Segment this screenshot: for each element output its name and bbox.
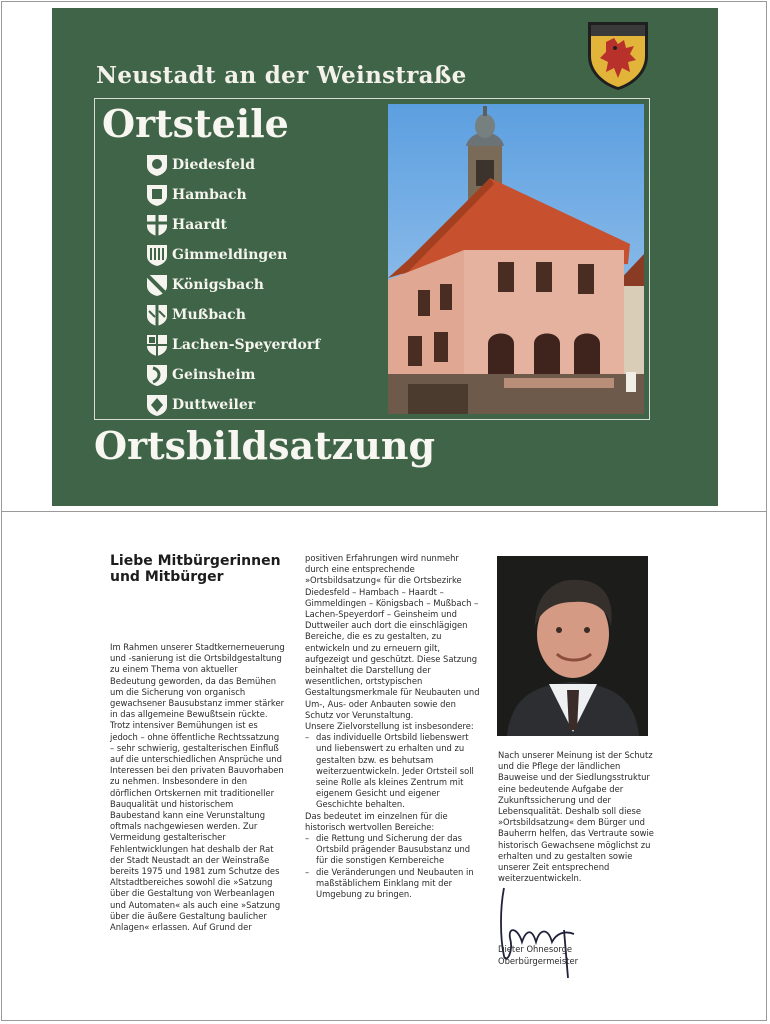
bullet-dash: – bbox=[305, 866, 310, 877]
letter-heading: Liebe Mitbürgerinnen und Mitbürger bbox=[110, 553, 281, 585]
district-item bbox=[145, 270, 320, 300]
bullet-text: das individuelle Ortsbild liebenswert und liebenswert zu erhalten und zu gestalten bzw. es behutsam weiterzuentwickeln. Jeder Ortsteil soll seine Rolle als kleines Zentrum mit eigenem Gesicht und eigener Geschichte behalten. bbox=[316, 732, 474, 810]
goal-bullet bbox=[305, 732, 483, 810]
diedesfeld-crest-icon bbox=[145, 153, 169, 177]
district-name: Lachen-Speyerdorf bbox=[172, 337, 321, 353]
mayor-portrait bbox=[497, 556, 648, 736]
bullet-text: die Veränderungen und Neubauten in maßstäblichem Einklang mit der Umgebung zu bringen. bbox=[316, 866, 474, 900]
gimmeldingen-crest-icon bbox=[145, 243, 169, 267]
district-name: Hambach bbox=[172, 187, 247, 203]
district-item bbox=[145, 180, 320, 210]
bullet-text: die Rettung und Sicherung der das Ortsbild prägender Bausubstanz und für die sonstigen Kernbereiche bbox=[316, 833, 471, 866]
ortsbildsatzung-heading: Ortsbildsatzung bbox=[94, 423, 436, 468]
page-divider bbox=[1, 511, 767, 512]
city-crest-icon bbox=[584, 18, 652, 92]
district-item bbox=[145, 210, 320, 240]
district-name: Diedesfeld bbox=[172, 157, 255, 173]
signer-role: Oberbürgermeister bbox=[498, 956, 579, 966]
bullet-dash: – bbox=[305, 833, 310, 844]
district-name: Geinsheim bbox=[172, 367, 256, 383]
cover-title: Neustadt an der Weinstraße bbox=[96, 62, 467, 89]
district-list bbox=[145, 150, 320, 420]
hambach-crest-icon bbox=[145, 183, 169, 207]
letter-column-2 bbox=[305, 553, 483, 900]
mussbach-crest-icon bbox=[145, 303, 169, 327]
district-item bbox=[145, 240, 320, 270]
ortsteile-heading: Ortsteile bbox=[102, 101, 289, 146]
letter-paragraph: Im Rahmen unserer Stadtkernerneuerung und -sanierung ist die Ortsbildgestaltung zu einem Thema von aktueller Bedeutung geworden, da das Bemühen um die Sicherung von organisch gewachsener Bausubstanz immer stärker in das allgemeine Bewußtsein rückte. Trotz intensiver Bemühungen ist es jedoch – ohne öffentliche Rechtssatzung – sehr schwierig, gestalterischen Einfluß auf die unterschiedlichen Ansprüche und Interessen bei den privaten Bauvorhaben zu nehmen. Insbesondere in den dörflichen Ortskernen mit traditioneller Bauqualität und historischem Baubestand kann eine Verunstaltung oftmals nachgewiesen werden. Zur Vermeidung gestalterischer Fehlentwicklungen hat deshalb der Rat der Stadt Neustadt an der Weinstraße bereits 1975 und 1981 zum Schutze des Altstadtbereiches sowohl die »Satzung über die Gestaltung von Werbeanlagen und Automaten« als auch eine »Satzung über die äußere Gestaltung baulicher Anlagen« erlassen. Auf Grund der bbox=[110, 642, 285, 933]
district-name: Haardt bbox=[172, 217, 228, 233]
district-name: Duttweiler bbox=[172, 397, 256, 413]
district-item bbox=[145, 360, 320, 390]
district-item bbox=[145, 150, 320, 180]
letter-means-line: Das bedeutet im einzelnen für die historisch wertvollen Bereiche: bbox=[305, 810, 448, 832]
district-item bbox=[145, 300, 320, 330]
letter-column-3 bbox=[498, 750, 658, 884]
district-item bbox=[145, 390, 320, 420]
signer-name: Dieter Ohnesorge bbox=[498, 944, 573, 954]
letter-paragraph: Nach unserer Meinung ist der Schutz und die Pflege der ländlichen Bauweise und der Siedlungsstruktur eine bedeutende Aufgabe der Zukunftssicherung und der Lebensqualität. Deshalb soll diese »Ortsbildsatzung« dem Bürger und Bauherrn helfen, das Vertraute sowie historisch Gewachsene möglichst zu erhalten und zu gestalten sowie unserer Zeit entsprechend weiterzuentwickeln. bbox=[498, 750, 654, 884]
letter-paragraph: positiven Erfahrungen wird nunmehr durch eine entsprechende »Ortsbildsatzung« für die Ortsbezirke Diedesfeld – Hambach – Haardt – Gimmeldingen – Königsbach – Mußbach – Lachen-Speyerdorf – Geinsheim und Duttweiler auch dort die einschlägigen Bereiche, die es zu gestalten, zu entwickeln und zu erneuern gilt, aufgezeigt und geschützt. Diese Satzung beinhaltet die Darstellung der wesentlichen, ortstypischen Gestaltungsmerkmale für Neubauten und Um-, Aus- oder Anbauten sowie den Schutz vor Verunstaltung. bbox=[305, 553, 480, 720]
town-hall-photo bbox=[388, 104, 644, 414]
item-bullet bbox=[305, 867, 483, 901]
lachen-speyerdorf-crest-icon bbox=[145, 333, 169, 357]
district-name: Mußbach bbox=[172, 307, 246, 323]
haardt-crest-icon bbox=[145, 213, 169, 237]
letter-goal-line: Unsere Zielvorstellung ist insbesondere: bbox=[305, 721, 474, 732]
koenigsbach-crest-icon bbox=[145, 273, 169, 297]
district-name: Königsbach bbox=[172, 277, 264, 293]
item-bullet bbox=[305, 833, 483, 867]
district-item bbox=[145, 330, 320, 360]
geinsheim-crest-icon bbox=[145, 363, 169, 387]
bullet-dash: – bbox=[305, 732, 310, 743]
duttweiler-crest-icon bbox=[145, 393, 169, 417]
district-name: Gimmeldingen bbox=[172, 247, 288, 263]
letter-column-1 bbox=[110, 642, 286, 933]
cover-page bbox=[52, 8, 718, 506]
